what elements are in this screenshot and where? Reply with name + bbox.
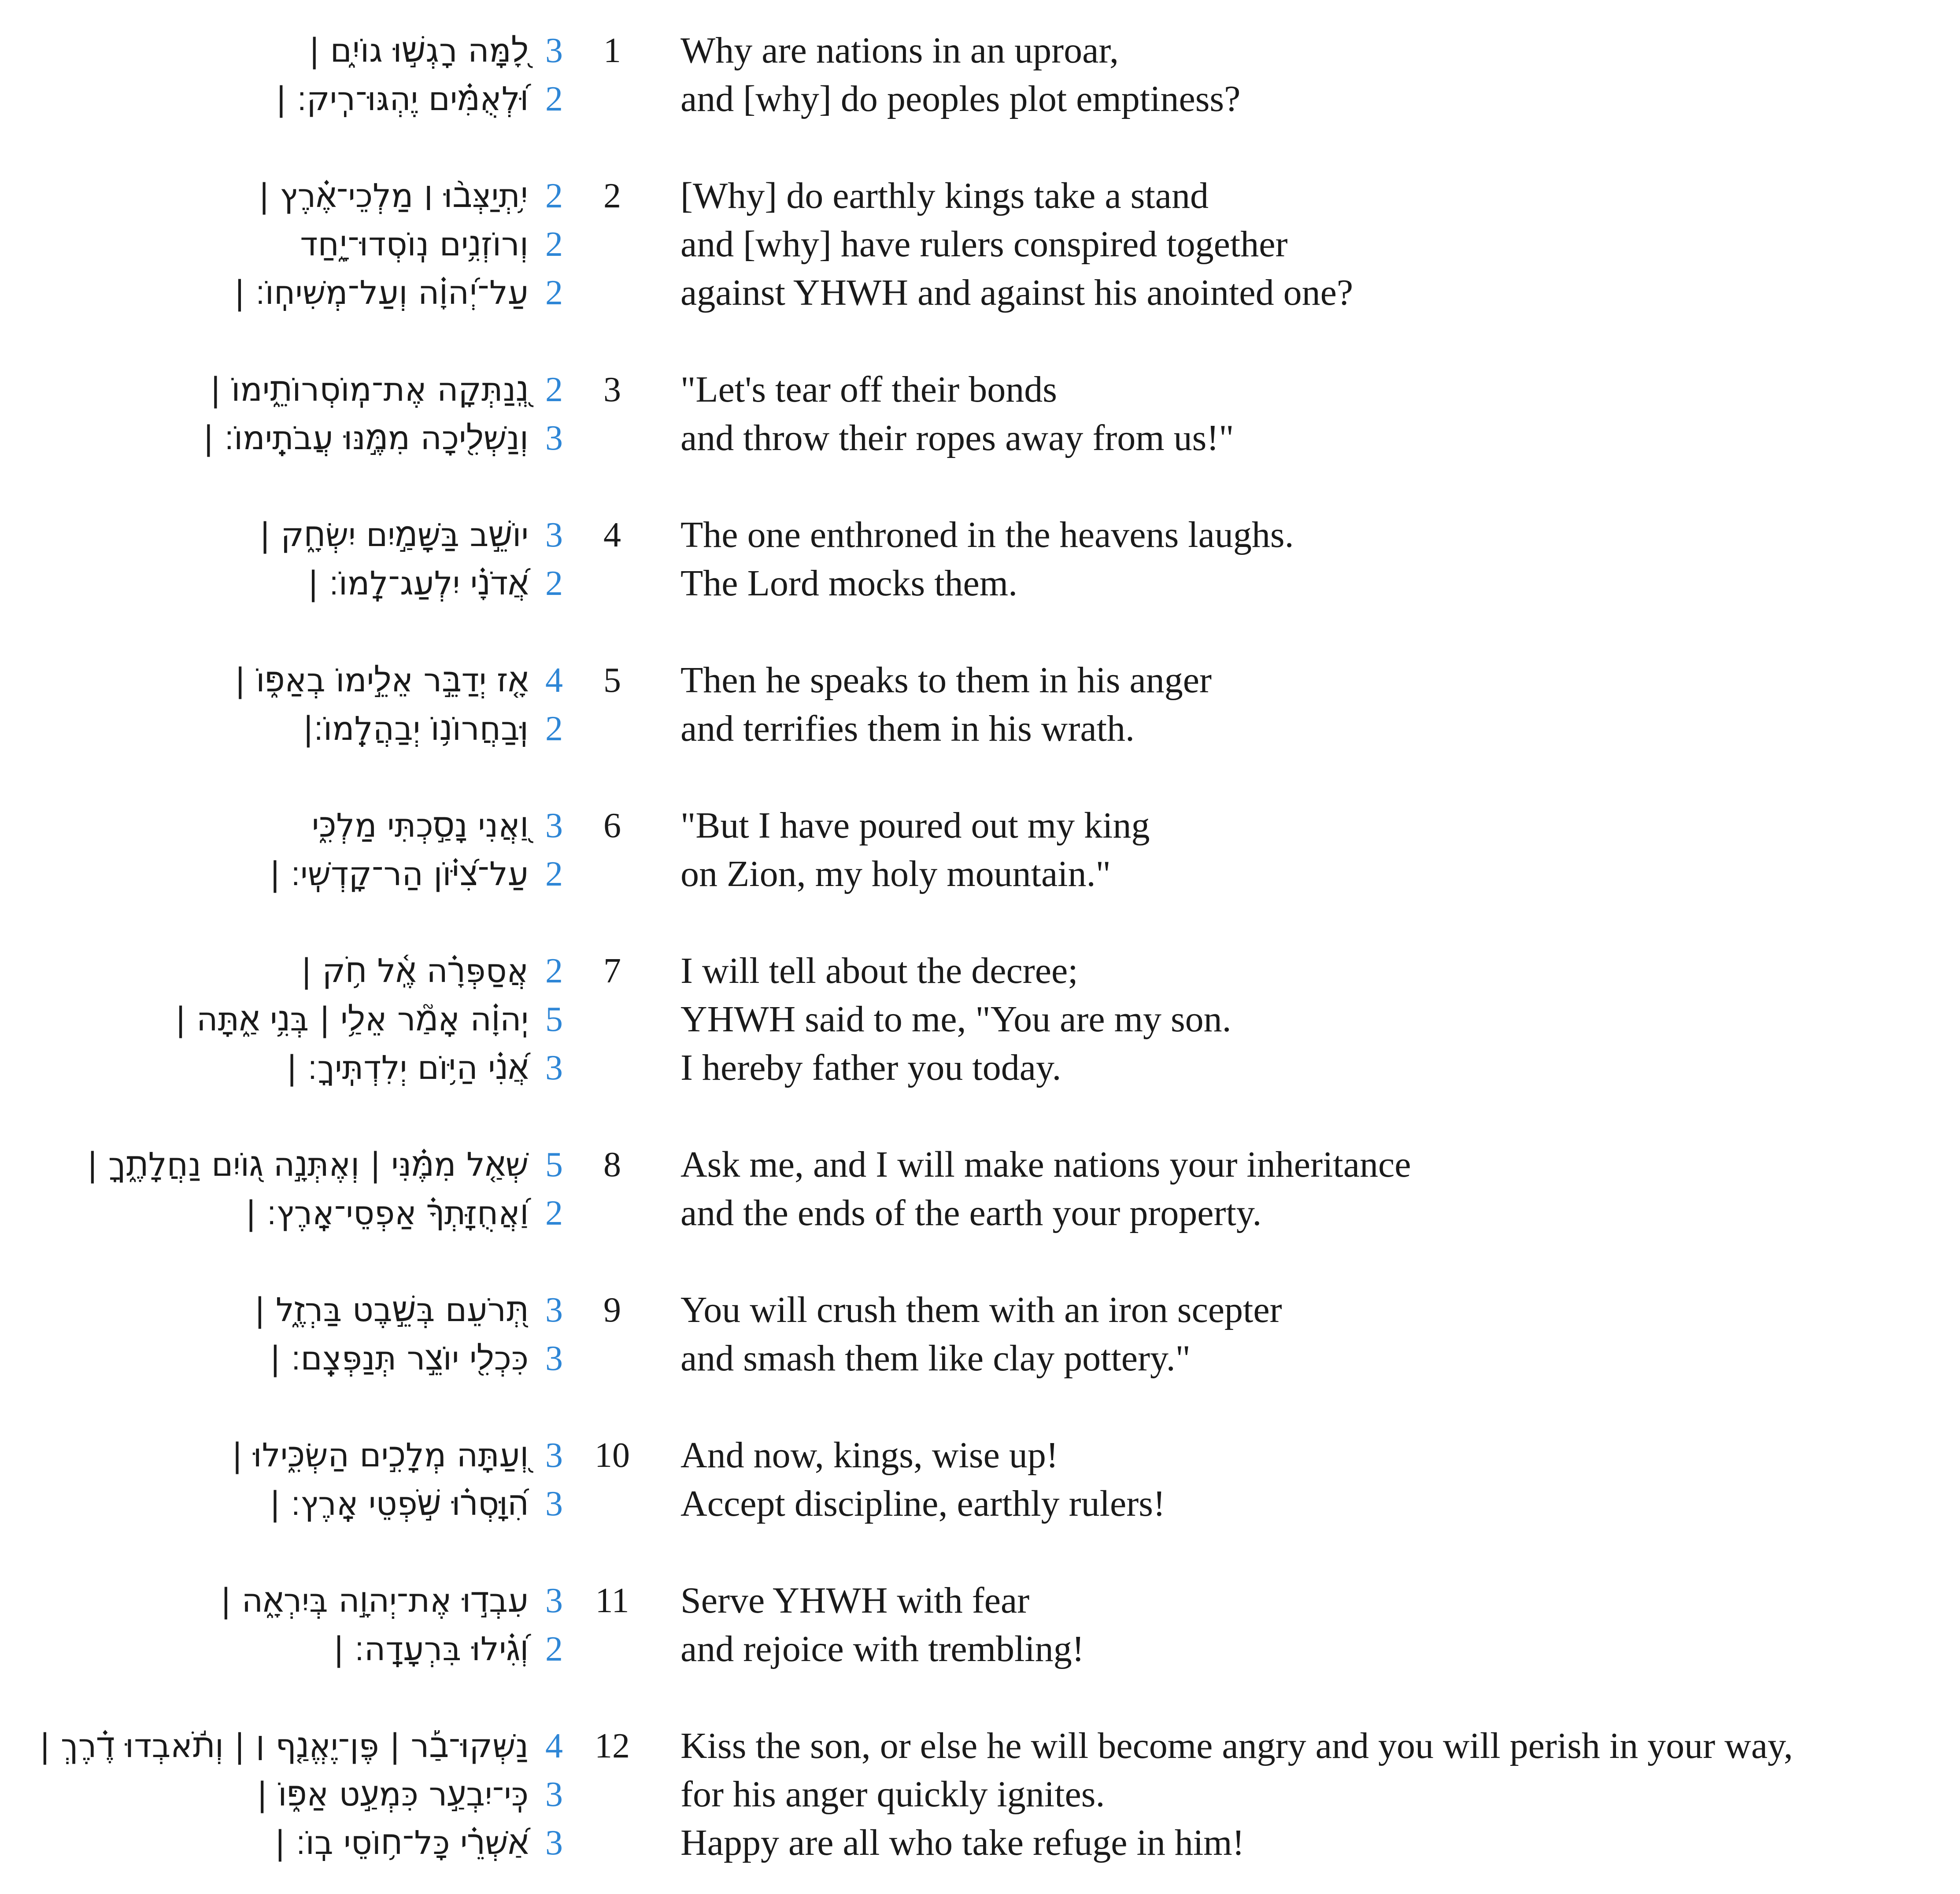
syllable-count: 5 bbox=[545, 1145, 563, 1184]
hebrew-text: שְׁאַ֤ל מִמֶּ֗נִּי | וְאֶתְּנָ֣ה ג֭וֹיִם נַחֲלָתֶ֑ךָ | bbox=[87, 1146, 529, 1184]
verse-number: 5 bbox=[603, 661, 621, 700]
verse-block bbox=[0, 801, 1960, 898]
english-translation: Kiss the son, or else he will become angry and you will perish in your way, bbox=[680, 1725, 1793, 1766]
verse-line bbox=[0, 172, 1960, 220]
hebrew-text: נַשְּׁקוּ־בַ֡ר | פֶּן־יֶאֱנַ֤ף ׀ | וְתֹ֬אבְדוּ דֶ֗רֶךְ | bbox=[39, 1727, 529, 1765]
english-translation: and terrifies them in his wrath. bbox=[680, 708, 1135, 749]
english-translation: for his anger quickly ignites. bbox=[680, 1774, 1105, 1815]
english-translation: [Why] do earthly kings take a stand bbox=[680, 175, 1209, 216]
verse-line bbox=[0, 559, 1960, 608]
hebrew-text: נְֽ֭נַתְּקָה אֶת־מֽוֹסְרוֹתֵ֑ימוֹ | bbox=[210, 371, 529, 409]
english-translation: and throw their ropes away from us!" bbox=[680, 417, 1234, 458]
syllable-count: 2 bbox=[545, 225, 563, 264]
hebrew-text: אֲ֝דֹנָ֗י יִלְעַג־לָֽמוֹ׃ | bbox=[307, 565, 529, 602]
verse-number: 11 bbox=[595, 1581, 629, 1620]
hebrew-text: וְ֝גִ֗ילוּ בִּרְעָדָֽה׃ | bbox=[333, 1630, 529, 1668]
verse-line bbox=[0, 850, 1960, 898]
hebrew-text: יְֽהוָ֗ה אָמַ֘ר אֵלַ֥י | בְּנִ֥י אַ֑תָּה | bbox=[175, 1001, 529, 1038]
syllable-count: 2 bbox=[545, 564, 563, 603]
verse-number: 7 bbox=[603, 952, 621, 990]
hebrew-text: עִבְד֣וּ אֶת־יְהוָ֣ה בְּיִרְאָ֑ה | bbox=[220, 1582, 529, 1620]
syllable-count: 3 bbox=[545, 419, 563, 458]
hebrew-text: יוֹשֵׁ֣ב בַּשָּׁמַ֣יִם יִשְׂחָ֑ק | bbox=[259, 516, 529, 554]
english-translation: I will tell about the decree; bbox=[680, 950, 1078, 991]
syllable-count: 4 bbox=[545, 661, 563, 700]
verse-number: 9 bbox=[603, 1291, 621, 1329]
syllable-count: 3 bbox=[545, 516, 563, 554]
hebrew-text: אַ֝שְׁרֵ֗י כָּל־ח֥וֹסֵי בֽוֹ׃ | bbox=[274, 1824, 529, 1862]
verse-number: 1 bbox=[603, 31, 621, 70]
english-translation: YHWH said to me, "You are my son. bbox=[680, 999, 1231, 1040]
verse-number: 3 bbox=[603, 370, 621, 409]
verse-line bbox=[0, 947, 1960, 995]
verse-line bbox=[0, 1189, 1960, 1237]
hebrew-text: עַל־יְ֝הוָ֗ה וְעַל־מְשִׁיחֽוֹ׃ | bbox=[234, 274, 529, 312]
verse-number: 10 bbox=[595, 1436, 630, 1475]
verse-line bbox=[0, 1819, 1960, 1867]
hebrew-text: כִּֽי־יִבְעַ֣ר כִּמְעַ֣ט אַפּ֑וֹ | bbox=[256, 1776, 529, 1813]
hebrew-text: עַל־צִ֝יּ֗וֹן הַר־קָדְשִֽׁי׃ | bbox=[269, 855, 529, 893]
verse-line bbox=[0, 1431, 1960, 1480]
verse-line bbox=[0, 1576, 1960, 1625]
verse-block bbox=[0, 1141, 1960, 1237]
verse-number: 6 bbox=[603, 806, 621, 845]
verse-number: 12 bbox=[595, 1727, 630, 1765]
verse-line bbox=[0, 1722, 1960, 1770]
syllable-count: 2 bbox=[545, 1630, 563, 1669]
syllable-count: 2 bbox=[545, 177, 563, 215]
english-translation: Then he speaks to them in his anger bbox=[680, 660, 1212, 701]
english-translation: You will crush them with an iron scepter bbox=[680, 1289, 1282, 1330]
syllable-count: 2 bbox=[545, 370, 563, 409]
verse-block bbox=[0, 366, 1960, 462]
syllable-count: 4 bbox=[545, 1727, 563, 1765]
verse-block bbox=[0, 1286, 1960, 1383]
verse-line bbox=[0, 1141, 1960, 1189]
verse-line bbox=[0, 656, 1960, 705]
verse-block bbox=[0, 1722, 1960, 1867]
syllable-count: 2 bbox=[545, 952, 563, 990]
hebrew-text: וְנַשְׁלִ֖יכָה מִמֶּ֣נּוּ עֲבֹתֵֽימוֹ׃ | bbox=[203, 419, 529, 457]
verse-line bbox=[0, 414, 1960, 462]
syllable-count: 3 bbox=[545, 1581, 563, 1620]
verse-line bbox=[0, 1480, 1960, 1528]
verse-line bbox=[0, 995, 1960, 1044]
english-translation: Happy are all who take refuge in him! bbox=[680, 1822, 1245, 1863]
verse-block bbox=[0, 1576, 1960, 1673]
verse-line bbox=[0, 269, 1960, 317]
syllable-count: 3 bbox=[545, 1291, 563, 1329]
hebrew-text: לָ֭מָּה רָגְשׁ֣וּ גוֹיִ֑ם | bbox=[309, 32, 529, 70]
verse-number: 4 bbox=[603, 516, 621, 554]
hebrew-text: וַ֭אֲנִי נָסַ֣כְתִּי מַלְכִּ֑י bbox=[311, 807, 529, 845]
syllable-count: 3 bbox=[545, 1339, 563, 1378]
verse-block bbox=[0, 172, 1960, 317]
english-translation: And now, kings, wise up! bbox=[680, 1435, 1058, 1476]
hebrew-text: הִ֝וָּסְר֗וּ שֹׁ֣פְטֵי אָֽרֶץ׃ | bbox=[269, 1485, 529, 1523]
syllable-count: 3 bbox=[545, 1049, 563, 1087]
english-translation: and smash them like clay pottery." bbox=[680, 1338, 1191, 1379]
english-translation: The Lord mocks them. bbox=[680, 563, 1018, 604]
hebrew-text: וְ֭עַתָּה מְלָכִ֣ים הַשְׂכִּ֑ילוּ | bbox=[232, 1436, 529, 1474]
syllable-count: 2 bbox=[545, 1194, 563, 1233]
syllable-count: 2 bbox=[545, 855, 563, 893]
verse-line bbox=[0, 705, 1960, 753]
verse-line bbox=[0, 220, 1960, 269]
english-translation: The one enthroned in the heavens laughs. bbox=[680, 514, 1294, 555]
syllable-count: 2 bbox=[545, 709, 563, 748]
hebrew-text: תְּ֭רֹעֵם בְּשֵׁ֣בֶט בַּרְזֶ֑ל | bbox=[254, 1291, 529, 1329]
english-translation: and [why] have rulers conspired together bbox=[680, 224, 1288, 265]
verse-block bbox=[0, 947, 1960, 1092]
syllable-count: 2 bbox=[545, 273, 563, 312]
verse-block bbox=[0, 1431, 1960, 1528]
syllable-count: 2 bbox=[545, 80, 563, 118]
syllable-count: 5 bbox=[545, 1000, 563, 1039]
english-translation: and the ends of the earth your property. bbox=[680, 1193, 1262, 1233]
hebrew-text: כִּכְלִ֖י יוֹצֵ֣ר תְּנַפְּצֵֽם׃ | bbox=[270, 1340, 529, 1377]
hebrew-text: יִ֥תְיַצְּב֨וּ ׀ מַלְכֵי־אֶ֗רֶץ | bbox=[259, 177, 529, 215]
hebrew-text: אֲסַפְּרָ֗ה אֶֽ֫ל חֹ֥ק | bbox=[301, 952, 529, 990]
verse-line bbox=[0, 1625, 1960, 1673]
verse-number: 2 bbox=[603, 177, 621, 215]
syllable-count: 3 bbox=[545, 31, 563, 70]
verse-number: 8 bbox=[603, 1145, 621, 1184]
verse-line bbox=[0, 511, 1960, 559]
english-translation: and [why] do peoples plot emptiness? bbox=[680, 78, 1241, 119]
english-translation: "But I have poured out my king bbox=[680, 805, 1150, 846]
verse-line bbox=[0, 366, 1960, 414]
english-translation: Accept discipline, earthly rulers! bbox=[680, 1483, 1165, 1524]
english-translation: Serve YHWH with fear bbox=[680, 1580, 1030, 1621]
verse-line bbox=[0, 1286, 1960, 1334]
english-translation: against YHWH and against his anointed one? bbox=[680, 272, 1354, 313]
verse-line bbox=[0, 1044, 1960, 1092]
hebrew-text: וְרוֹזְנִ֥ים נֽוֹסְדוּ־יָ֑חַד bbox=[300, 225, 529, 263]
verse-line bbox=[0, 801, 1960, 850]
hebrew-text: וַ֝אֲחֻזָּתְךָ֗ אַפְסֵי־אָֽרֶץ׃ | bbox=[245, 1194, 529, 1232]
syllable-count: 3 bbox=[545, 1484, 563, 1523]
syllable-count: 3 bbox=[545, 806, 563, 845]
syllable-count: 3 bbox=[545, 1824, 563, 1862]
verse-line bbox=[0, 1334, 1960, 1383]
hebrew-text: אָ֤ז יְדַבֵּ֣ר אֵלֵ֣ימוֹ בְאַפּ֑וֹ | bbox=[234, 661, 529, 699]
verse-block bbox=[0, 656, 1960, 753]
syllable-count: 3 bbox=[545, 1775, 563, 1814]
english-translation: on Zion, my holy mountain." bbox=[680, 853, 1111, 894]
verse-block bbox=[0, 26, 1960, 123]
english-translation: "Let's tear off their bonds bbox=[680, 369, 1057, 410]
verse-line bbox=[0, 75, 1960, 123]
english-translation: Why are nations in an uproar, bbox=[680, 30, 1119, 71]
hebrew-text: וּֽבַחֲרוֹנ֥וֹ יְבַהֲלֵֽמוֹ׃| bbox=[303, 710, 529, 748]
syllable-count: 3 bbox=[545, 1436, 563, 1475]
english-translation: I hereby father you today. bbox=[680, 1047, 1061, 1088]
verse-block bbox=[0, 511, 1960, 608]
hebrew-text: אֲ֝נִ֗י הַיּ֥וֹם יְלִדְתִּֽיךָ׃ | bbox=[286, 1049, 529, 1087]
english-translation: and rejoice with trembling! bbox=[680, 1628, 1084, 1669]
english-translation: Ask me, and I will make nations your inheritance bbox=[680, 1144, 1411, 1185]
verse-line bbox=[0, 1770, 1960, 1819]
hebrew-text: וּ֝לְאֻמִּ֗ים יֶהְגּוּ־רִֽיק׃ | bbox=[275, 80, 529, 118]
verse-line bbox=[0, 26, 1960, 75]
